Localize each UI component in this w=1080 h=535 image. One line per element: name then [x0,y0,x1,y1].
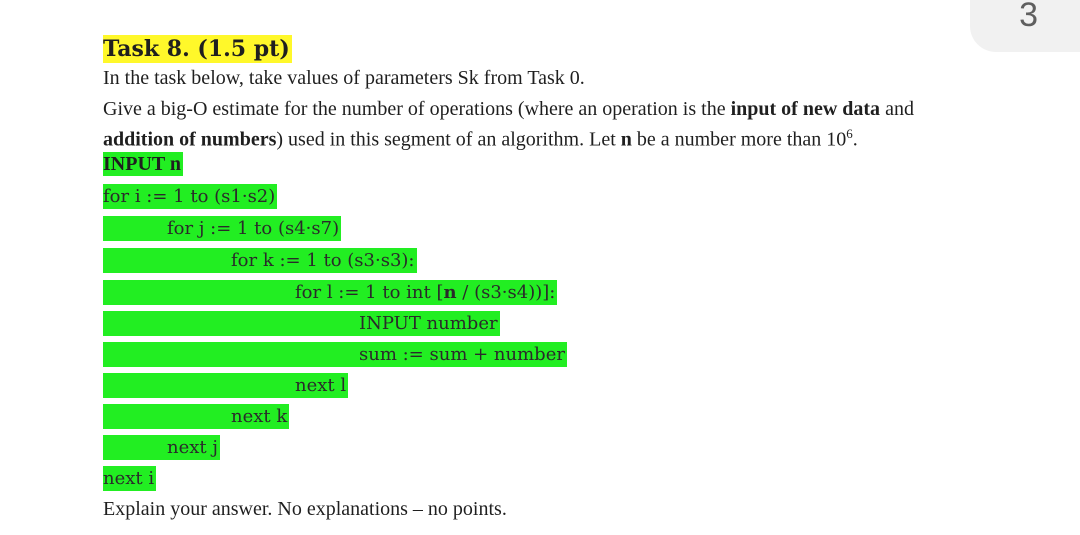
question-text: be a number more than 10 [631,128,847,151]
question-text: . [852,128,858,151]
question-emphasis: addition of numbers [103,128,277,151]
for-l-text-b: / (s3·s4))]: [456,282,556,303]
variable-n: n [620,128,632,151]
for-k-text: for k := 1 to (s3·s3): [231,250,415,271]
task-instruction: In the task below, take values of parameters Sk from Task 0. [103,67,585,89]
question-text: and [880,98,914,120]
exponent: 6 [846,126,853,141]
for-j-text: for j := 1 to (s4·s7) [167,218,340,239]
for-i-text: for i := 1 to (s1·s2) [103,186,276,207]
page-number-badge [970,0,1080,52]
closing-instruction: Explain your answer. No explanations – no points. [103,498,507,520]
question-text: Give a big-O estimate for the number of operations (where an operation is the [103,98,731,120]
variable-n: n [443,282,457,303]
code-line-for-j [103,216,340,241]
next-i-text: next i [103,468,155,489]
input-n-statement: INPUT n [103,153,181,175]
task-question-line-2 [103,122,858,152]
for-l-text-a: for l := 1 to int [ [295,282,444,303]
code-line-next-k [103,404,288,429]
code-line-next-l [103,373,347,398]
question-emphasis: input of new data [730,98,881,120]
for-l-text [295,280,557,305]
sum-text: sum := sum + number [359,344,565,365]
task-title: Task 8. (1.5 pt) [103,36,290,62]
next-l-text: next l [295,375,347,396]
page-number: 3 [1019,0,1038,34]
code-line-for-l [103,280,556,305]
code-line-input-number [103,311,498,336]
task-question-line-1 [103,97,914,121]
next-k-text: next k [231,406,288,427]
next-j-text: next j [167,437,218,458]
question-text: ) used in this segment of an algorithm. Let [276,128,621,151]
code-line-for-k [103,248,415,273]
code-line-next-j [103,435,218,460]
code-line-sum [103,342,565,367]
input-number-text: INPUT number [359,313,498,334]
